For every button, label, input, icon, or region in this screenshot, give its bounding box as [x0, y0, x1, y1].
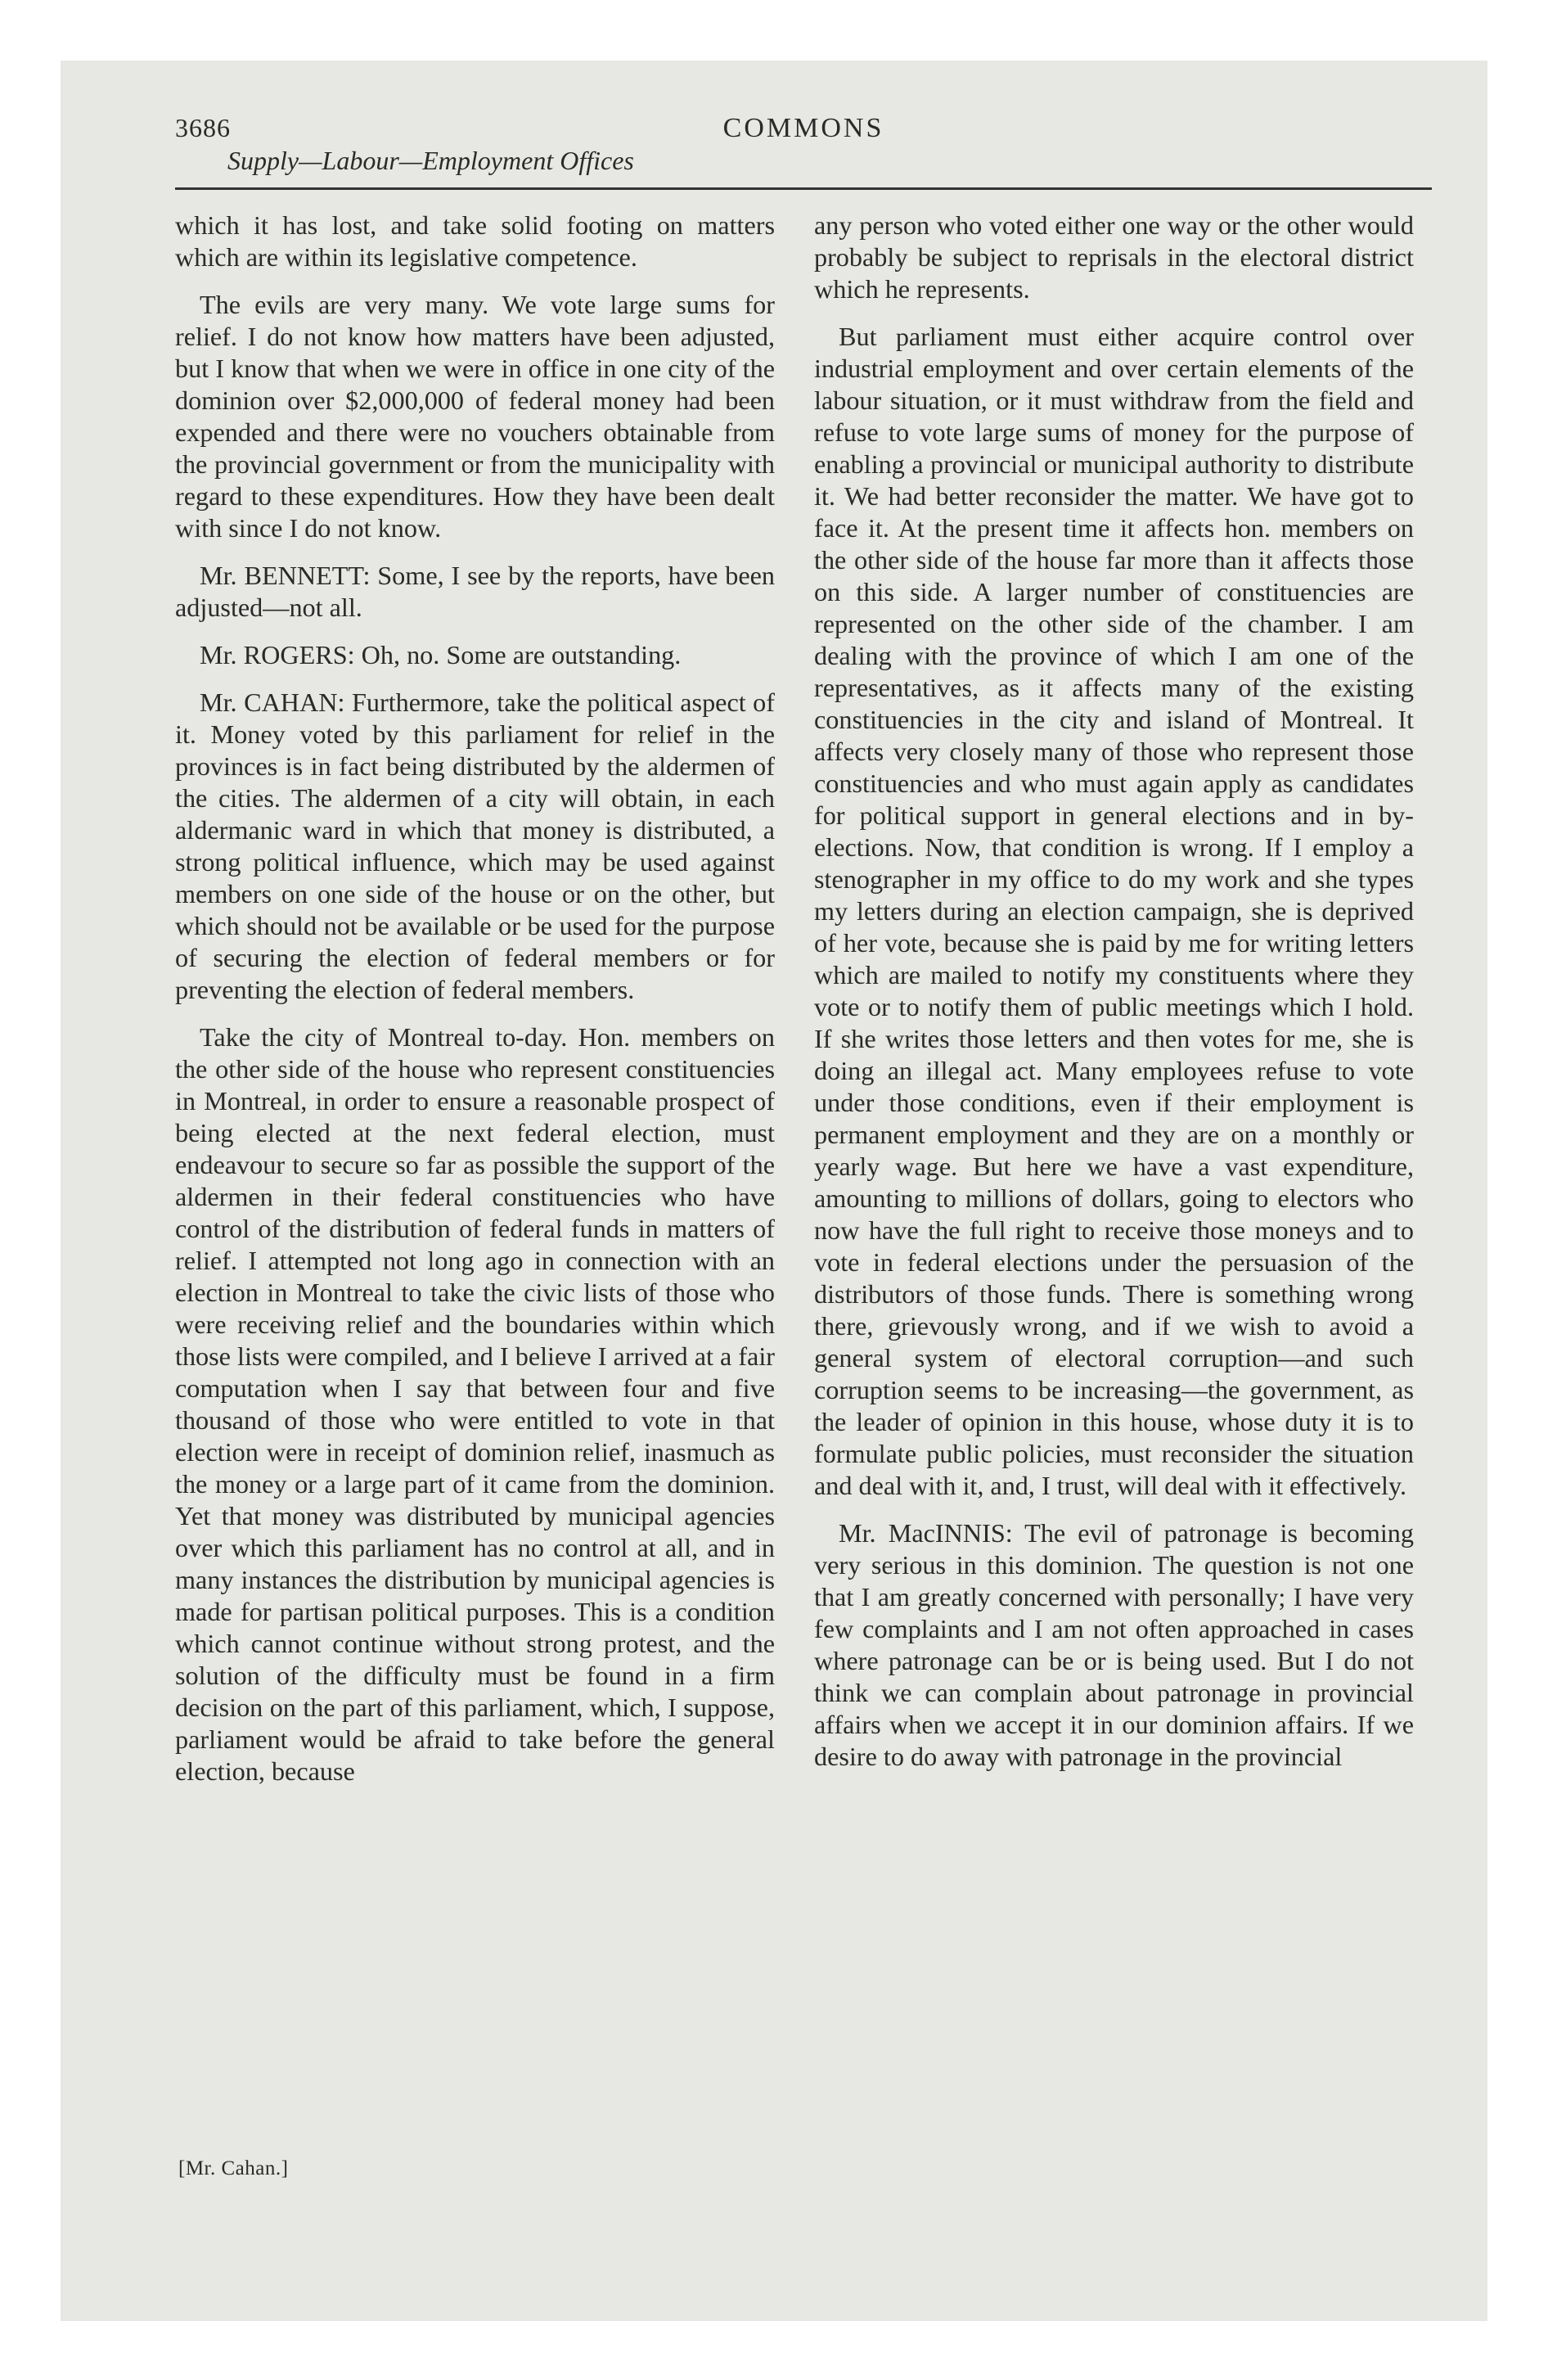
paragraph: But parliament must either acquire control over industrial employment and over certain elements of the labour situation, or it must withdraw from the field and refuse to vote large sums of money for the purpose of enabling a provincial or municipal authority to distribute it. We had better reconsider the matter. We have got to face it. At the present time it affects hon. members on the other side of the house far more than it affects those on this side. A larger number of constituencies are represented on the other side of the chamber. I am dealing with the province of which I am one of the representatives, as it affects many of the existing constituencies in the city and island of Montreal. It affects very closely many of those who represent those constituencies and who must again apply as candidates for political support in general elections and in by-elections. Now, that condition is wrong. If I employ a stenographer in my office to do my work and she types my letters during an election campaign, she is deprived of her vote, because she is paid by me for writing letters which are mailed to notify my constituents where they vote or to notify them of public meetings which I hold. If she writes those letters and then votes for me, she is doing an illegal act. Many employees refuse to vote under those conditions, even if their employment is permanent employment and they are on a monthly or yearly wage. But here we have a vast expenditure, amounting to millions of dollars, going to electors who now have the full right to receive those moneys and to vote in federal elections under the persuasion of the distributors of those funds. There is something wrong there, grievously wrong, and if we wish to avoid a general system of electoral corruption—and such corruption seems to be increasing—the government, as the leader of opinion in this house, whose duty it is to formulate public policies, must reconsider the situation and deal with it, and, I trust, will deal with it effectively.	[814, 322, 1414, 1500]
running-head: Supply—Labour—Employment Offices	[227, 146, 634, 175]
left-column	[175, 210, 775, 1787]
header-rule	[175, 187, 1432, 190]
journal-title: COMMONS	[722, 113, 884, 143]
paragraph: Take the city of Montreal to-day. Hon. members on the other side of the house who represent constituencies in Montreal, in order to ensure a reasonable prospect of being elected at the next federal election, must endeavour to secure so far as possible the support of the aldermen in their federal constituencies who have control of the distribution of federal funds in matters of relief. I attempted not long ago in connection with an election in Montreal to take the civic lists of those who were receiving relief and the boundaries within which those lists were compiled, and I believe I arrived at a fair computation when I say that between four and five thousand of those who were entitled to vote in that election were in receipt of dominion relief, inasmuch as the money or a large part of it came from the dominion. Yet that money was distributed by municipal agencies over which this parliament has no control at all, and in many instances the distribution by municipal agencies is made for partisan political purposes. This is a condition which cannot continue without strong protest, and the solution of the difficulty must be found in a firm decision on the part of this parliament, which, I suppose, parliament would be afraid to take before the general election, because	[175, 1022, 775, 1786]
right-column	[814, 210, 1414, 1773]
paragraph: which it has lost, and take solid footing on matters which are within its legislative competence.	[175, 210, 775, 272]
paragraph: any person who voted either one way or the other would probably be subject to reprisals in the electoral district which he represents.	[814, 210, 1414, 304]
page-header	[175, 113, 1432, 187]
speaker-note: [Mr. Cahan.]	[178, 2157, 289, 2179]
page-number: 3686	[175, 113, 231, 142]
paragraph: Mr. BENNETT: Some, I see by the reports, have been adjusted—not all.	[175, 561, 775, 622]
paragraph: Mr. CAHAN: Furthermore, take the political aspect of it. Money voted by this parliament for relief in the provinces is in fact being distributed by the aldermen of the cities. The aldermen of a city will obtain, in each aldermanic ward in which that money is distributed, a strong political influence, which may be used against members on one side of the house or on the other, but which should not be available or be used for the purpose of securing the election of federal members or for preventing the election of federal members.	[175, 687, 775, 1004]
paragraph: The evils are very many. We vote large sums for relief. I do not know how matters have been adjusted, but I know that when we were in office in one city of the dominion over $2,000,000 of federal money had been expended and there were no vouchers obtainable from the provincial government or from the municipality with regard to these expenditures. How they have been dealt with since I do not know.	[175, 290, 775, 543]
paragraph: Mr. MacINNIS: The evil of patronage is becoming very serious in this dominion. The question is not one that I am greatly concerned with personally; I have very few complaints and I am not often approached in cases where patronage can be or is being used. But I do not think we can complain about patronage in provincial affairs when we accept it in our dominion affairs. If we desire to do away with patronage in the provincial	[814, 1518, 1414, 1771]
paragraph: Mr. ROGERS: Oh, no. Some are outstanding.	[200, 640, 682, 669]
